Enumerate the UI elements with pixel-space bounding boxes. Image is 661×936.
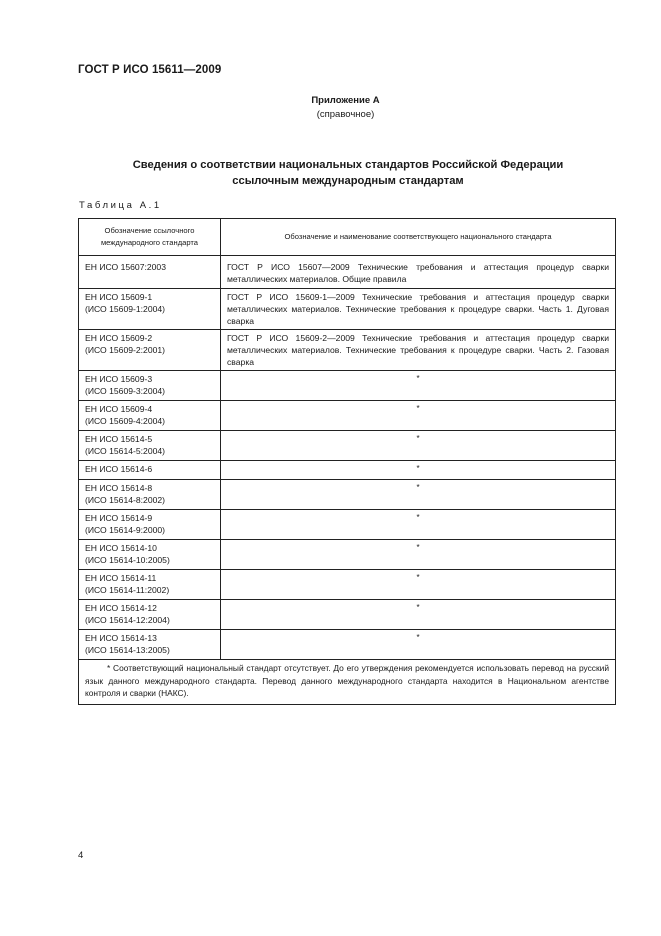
standard-designation: ГОСТ Р ИСО 15611—2009 — [78, 64, 222, 76]
appendix-type: (справочное) — [316, 109, 375, 120]
reference-designation: ЕН ИСО 15609-2 — [85, 333, 153, 343]
reference-standard-cell — [79, 330, 221, 371]
table-row — [79, 431, 616, 461]
no-national-standard-mark: * — [221, 510, 616, 540]
table-row — [79, 401, 616, 431]
reference-designation: ЕН ИСО 15609-4 — [85, 404, 153, 414]
table-row — [79, 510, 616, 540]
reference-designation: ЕН ИСО 15609-1 — [85, 292, 153, 302]
section-title-line-1: Сведения о соответствии национальных стандартов Российской Федерации — [132, 159, 564, 171]
table-caption: Таблица А.1 — [79, 200, 162, 211]
national-standard-cell: ГОСТ Р ИСО 15609-2—2009 Технические требования и аттестация процедур сварки металлических материалов. Технические требования к процедуре сварки. Часть 2. Газовая сварка — [221, 330, 616, 371]
no-national-standard-mark: * — [221, 480, 616, 510]
footnote-text: * Соответствующий национальный стандарт отсутствует. До его утверждения рекомендуется использовать перевод на русский язык данного международного стандарта. Перевод данного международного стандарта находится в Национальном агентстве контроля и сварки (НАКС). — [85, 663, 609, 698]
no-national-standard-mark: * — [221, 630, 616, 660]
reference-designation: ЕН ИСО 15614-10 — [85, 543, 157, 553]
reference-designation: ЕН ИСО 15614-12 — [85, 603, 157, 613]
reference-standard-cell — [79, 630, 221, 660]
no-national-standard-mark: * — [221, 600, 616, 630]
table-row — [79, 371, 616, 401]
no-national-standard-mark: * — [221, 371, 616, 401]
table-row — [79, 289, 616, 330]
header-reference-standard: Обозначение ссылочного международного стандарта — [79, 219, 221, 256]
iso-designation: (ИСО 15609-1:2004) — [85, 304, 166, 314]
appendix-heading — [0, 94, 661, 122]
iso-designation: (ИСО 15609-2:2001) — [85, 345, 166, 355]
iso-designation: (ИСО 15614-11:2002) — [85, 585, 170, 595]
reference-standard-cell — [79, 371, 221, 401]
iso-designation: (ИСО 15614-5:2004) — [85, 446, 166, 456]
no-national-standard-mark: * — [221, 431, 616, 461]
iso-designation: (ИСО 15609-4:2004) — [85, 416, 166, 426]
reference-standard-cell — [79, 461, 221, 480]
section-title — [80, 157, 616, 189]
reference-standard-cell — [79, 480, 221, 510]
reference-standard-cell — [79, 570, 221, 600]
reference-designation: ЕН ИСО 15614-11 — [85, 573, 157, 583]
table-row — [79, 630, 616, 660]
header-national-standard: Обозначение и наименование соответствующего национального стандарта — [221, 219, 616, 256]
section-title-line-2: ссылочным международным стандартам — [232, 175, 464, 187]
national-standard-cell: ГОСТ Р ИСО 15609-1—2009 Технические требования и аттестация процедур сварки металлических материалов. Технические требования к процедуре сварки. Часть 1. Дуговая сварка — [221, 289, 616, 330]
reference-standard-cell — [79, 401, 221, 431]
reference-designation: ЕН ИСО 15614-5 — [85, 434, 153, 444]
table-row — [79, 461, 616, 480]
reference-designation: ЕН ИСО 15614-13 — [85, 633, 157, 643]
iso-designation: (ИСО 15609-3:2004) — [85, 386, 166, 396]
reference-designation: ЕН ИСО 15614-8 — [85, 483, 153, 493]
table-header-row — [79, 219, 616, 256]
table-row — [79, 330, 616, 371]
table-row — [79, 480, 616, 510]
table-footnote-row — [79, 660, 616, 705]
iso-designation: (ИСО 15614-10:2005) — [85, 555, 170, 565]
iso-designation: (ИСО 15614-8:2002) — [85, 495, 166, 505]
reference-standard-cell — [79, 289, 221, 330]
reference-standard-cell — [79, 256, 221, 289]
reference-designation: ЕН ИСО 15614-6 — [85, 464, 153, 474]
no-national-standard-mark: * — [221, 401, 616, 431]
reference-standard-cell — [79, 600, 221, 630]
national-standard-cell: ГОСТ Р ИСО 15607—2009 Технические требования и аттестация процедур сварки металлических материалов. Общие правила — [221, 256, 616, 289]
reference-designation: ЕН ИСО 15609-3 — [85, 374, 153, 384]
table-row — [79, 570, 616, 600]
page-number: 4 — [78, 850, 84, 861]
correspondence-table — [78, 218, 616, 705]
appendix-title: Приложение А — [311, 95, 380, 106]
iso-designation: (ИСО 15614-9:2000) — [85, 525, 166, 535]
table-row — [79, 256, 616, 289]
no-national-standard-mark: * — [221, 461, 616, 480]
table-footnote — [79, 660, 616, 705]
reference-standard-cell — [79, 540, 221, 570]
reference-standard-cell — [79, 431, 221, 461]
reference-designation: ЕН ИСО 15607:2003 — [85, 262, 166, 272]
table-row — [79, 540, 616, 570]
iso-designation: (ИСО 15614-12:2004) — [85, 615, 170, 625]
reference-standard-cell — [79, 510, 221, 540]
iso-designation: (ИСО 15614-13:2005) — [85, 645, 170, 655]
no-national-standard-mark: * — [221, 540, 616, 570]
table-row — [79, 600, 616, 630]
reference-designation: ЕН ИСО 15614-9 — [85, 513, 153, 523]
no-national-standard-mark: * — [221, 570, 616, 600]
